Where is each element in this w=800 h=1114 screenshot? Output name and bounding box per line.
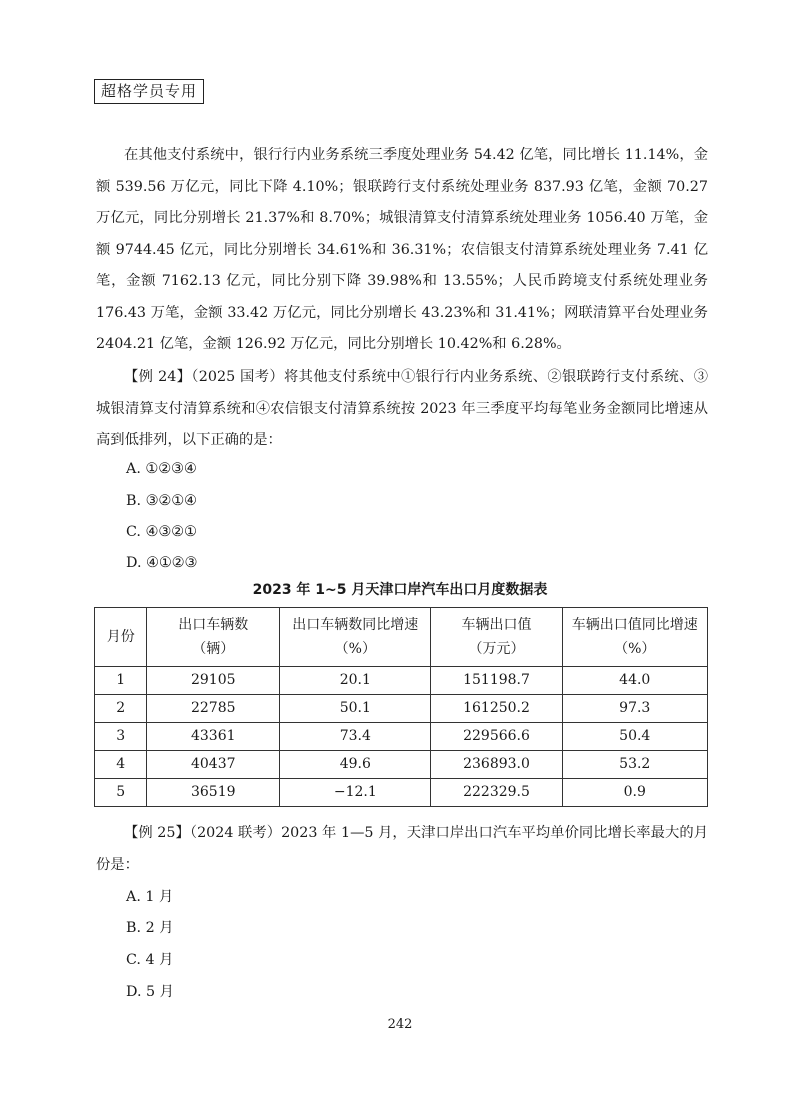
export-data-table [94, 607, 708, 807]
cell-vehicle-count: 40437 [147, 751, 280, 779]
header-export-value-growth-unit: （%） [614, 641, 656, 657]
cell-export-value: 151198.7 [431, 667, 562, 695]
cell-export-value: 236893.0 [431, 751, 562, 779]
table-row [95, 723, 708, 751]
table-header-row [95, 608, 708, 667]
question-24-option-d: D. ④①②③ [126, 555, 198, 571]
table-row [95, 695, 708, 723]
header-vehicle-count-growth [280, 608, 431, 667]
cell-export-value-growth: 0.9 [562, 779, 707, 807]
cell-vehicle-count: 43361 [147, 723, 280, 751]
cell-month: 5 [95, 779, 147, 807]
question-25-option-b: B. 2 月 [126, 920, 174, 936]
header-vehicle-count-label: 出口车辆数 [178, 617, 249, 633]
cell-export-value-growth: 44.0 [562, 667, 707, 695]
question-24-option-c: C. ④③②① [126, 524, 197, 540]
question-25-option-a: A. 1 月 [126, 889, 174, 905]
header-month [95, 608, 147, 667]
cell-month: 1 [95, 667, 147, 695]
question-25-option-c: C. 4 月 [126, 952, 174, 968]
cell-vehicle-count-growth: 50.1 [280, 695, 431, 723]
cell-export-value: 229566.6 [431, 723, 562, 751]
header-export-value-label: 车辆出口值 [461, 617, 532, 633]
student-only-badge: 超格学员专用 [94, 79, 204, 104]
cell-vehicle-count: 29105 [147, 667, 280, 695]
header-vehicle-count-growth-unit: （%） [334, 641, 376, 657]
header-vehicle-count-growth-label: 出口车辆数同比增速 [292, 617, 419, 633]
cell-export-value-growth: 53.2 [562, 751, 707, 779]
cell-month: 4 [95, 751, 147, 779]
cell-vehicle-count: 22785 [147, 695, 280, 723]
header-month-label: 月份 [106, 629, 135, 645]
question-25-stem: 【例 25】（2024 联考）2023 年 1—5 月，天津口岸出口汽车平均单价同比增长率最大的月份是： [96, 825, 708, 873]
table-title: 2023 年 1~5 月天津口岸汽车出口月度数据表 [252, 582, 548, 598]
header-export-value [431, 608, 562, 667]
cell-month: 2 [95, 695, 147, 723]
header-export-value-growth [562, 608, 707, 667]
question-24-option-b: B. ③②①④ [126, 493, 197, 509]
header-vehicle-count-unit: （辆） [192, 641, 235, 657]
header-export-value-unit: （万元） [468, 641, 525, 657]
page-number: 242 [387, 1017, 413, 1032]
passage-paragraph: 在其他支付系统中，银行行内业务系统三季度处理业务 54.42 亿笔，同比增长 11.14%，金额 539.56 万亿元，同比下降 4.10%；银联跨行支付系统处理业务 837.93 亿笔，金额 70.27 万亿元，同比分别增长 21.37%和 8.70%；城银清算支付清算系统处理业务 1056.40 万笔，金额 9744.45 亿元，同比分别增长 34.61%和 36.31%；农信银支付清算系统处理业务 7.41 亿笔，金额 7162.13 亿元，同比分别下降 39.98%和 13.55%；人民币跨境支付系统处理业务 176.43 万笔，金额 33.42 万亿元，同比分别增长 43.23%和 31.41%；网联清算平台处理业务 2404.21 亿笔，金额 126.92 万亿元，同比分别增长 10.42%和 6.28%。 [96, 147, 708, 352]
question-25-option-d: D. 5 月 [126, 984, 174, 1000]
header-vehicle-count [147, 608, 280, 667]
header-export-value-growth-label: 车辆出口值同比增速 [571, 617, 698, 633]
question-24-stem: 【例 24】（2025 国考）将其他支付系统中①银行行内业务系统、②银联跨行支付系统、③城银清算支付清算系统和④农信银支付清算系统按 2023 年三季度平均每笔业务金额同比增速从高到低排列，以下正确的是： [96, 369, 708, 448]
cell-vehicle-count-growth: 49.6 [280, 751, 431, 779]
cell-export-value: 161250.2 [431, 695, 562, 723]
cell-vehicle-count-growth: −12.1 [280, 779, 431, 807]
cell-vehicle-count-growth: 73.4 [280, 723, 431, 751]
table-row [95, 751, 708, 779]
cell-vehicle-count-growth: 20.1 [280, 667, 431, 695]
table-row [95, 667, 708, 695]
cell-vehicle-count: 36519 [147, 779, 280, 807]
cell-month: 3 [95, 723, 147, 751]
table-row [95, 779, 708, 807]
cell-export-value-growth: 50.4 [562, 723, 707, 751]
cell-export-value-growth: 97.3 [562, 695, 707, 723]
cell-export-value: 222329.5 [431, 779, 562, 807]
question-24-option-a: A. ①②③④ [126, 461, 197, 477]
